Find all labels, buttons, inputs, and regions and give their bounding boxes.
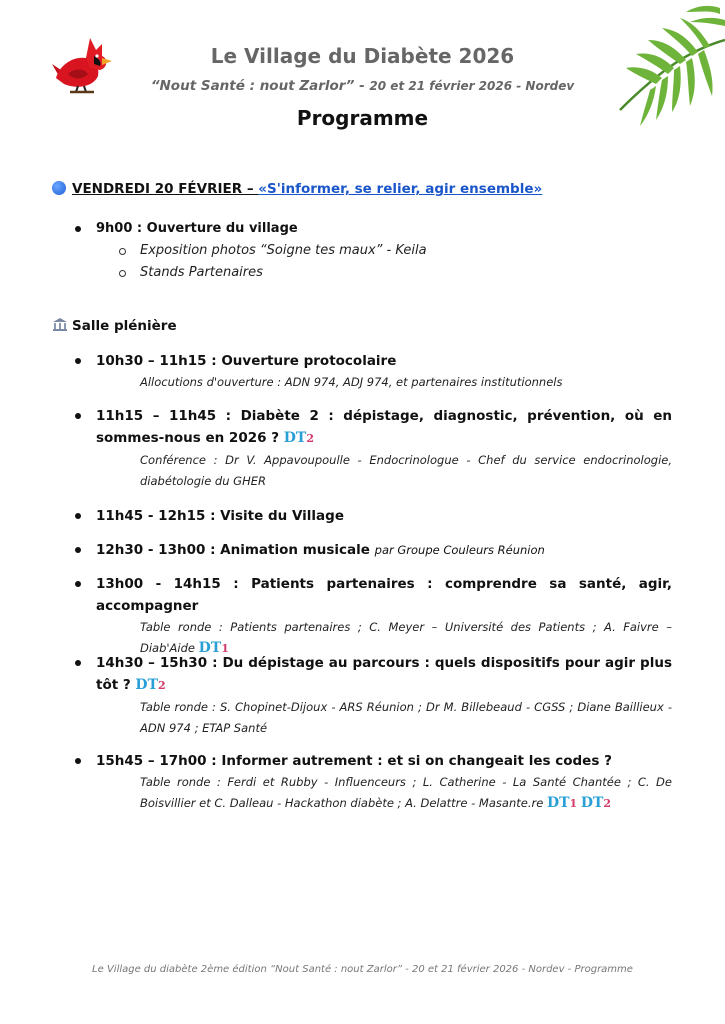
item-detail: Table ronde : Ferdi et Rubby - Influenceurs ; L. Catherine - La Santé Chantée ; C. De Boisvillier et C. Dalleau - Hackathon diabète ; A. Delattre - Masante.re DT1 DT2: [140, 775, 672, 811]
dt1-tag: DT1: [198, 640, 229, 656]
programme-item: [74, 505, 672, 527]
programme-item: [74, 652, 672, 739]
dt2-tag: DT2: [283, 430, 314, 446]
dt2-tag: DT2: [580, 795, 612, 811]
programme-item: [74, 350, 672, 393]
salle-heading: [52, 318, 177, 334]
event-subtitle: [0, 78, 725, 94]
item-heading: 11h15 – 11h45 : Diabète 2 : dépistage, diagnostic, prévention, où en sommes-nous en 2026 ? DT2: [74, 405, 672, 450]
salle-label: Salle plénière: [72, 318, 177, 334]
item-detail: Table ronde : S. Chopinet-Dijoux - ARS Réunion ; Dr M. Billebeaud - CGSS ; Diane Baillieux - ADN 974 ; ETAP Santé: [140, 700, 672, 735]
document-header: [0, 44, 725, 130]
dt1-tag: DT1: [546, 795, 578, 811]
item-detail: Conférence : Dr V. Appavoupoulle - Endocrinologue - Chef du service endocrinologie, diabétologie du GHER: [140, 453, 672, 488]
programme-item: [74, 539, 672, 561]
item-heading: 13h00 - 14h15 : Patients partenaires : comprendre sa santé, agir, accompagner: [74, 573, 672, 617]
event-title: Le Village du Diabète 2026: [210, 44, 515, 68]
opening-block: [74, 218, 427, 284]
item-heading: 14h30 – 15h30 : Du dépistage au parcours : quels dispositifs pour agir plus tôt ? DT2: [74, 652, 672, 697]
item-heading: 15h45 – 17h00 : Informer autrement : et si on changeait les codes ?: [74, 750, 672, 772]
day-label: VENDREDI 20 FÉVRIER –: [72, 181, 259, 197]
programme-item: [74, 405, 672, 492]
item-heading: 12h30 - 13h00 : Animation musicale par Groupe Couleurs Réunion: [74, 539, 672, 561]
subtitle-dates: 20 et 21 février 2026 - Nordev: [369, 79, 575, 93]
classical-building-icon: [52, 318, 68, 332]
item-heading: 11h45 - 12h15 : Visite du Village: [74, 505, 672, 527]
subtitle-quote: “Nout Santé : nout Zarlor” -: [150, 78, 370, 94]
opening-sub-item: Stands Partenaires: [74, 262, 427, 284]
page-footer: Le Village du diabète 2ème édition “Nout Santé : nout Zarlor” - 20 et 21 février 2026 - Nordev - Programme: [92, 964, 633, 975]
day-heading: [52, 181, 542, 197]
programme-item: [74, 573, 672, 659]
item-by: par Groupe Couleurs Réunion: [374, 543, 545, 557]
item-detail: Allocutions d'ouverture : ADN 974, ADJ 974, et partenaires institutionnels: [140, 375, 563, 389]
programme-item: [74, 750, 672, 814]
programme-heading: Programme: [296, 106, 429, 130]
opening-item: 9h00 : Ouverture du village: [74, 218, 427, 239]
opening-sub-item: Exposition photos “Soigne tes maux” - Keila: [74, 240, 427, 262]
item-detail: Table ronde : Patients partenaires ; C. Meyer – Université des Patients ; A. Faivre – Diab'Aide DT1: [140, 620, 672, 656]
dt2-tag: DT2: [135, 677, 166, 693]
item-heading: 10h30 – 11h15 : Ouverture protocolaire: [74, 350, 672, 372]
blue-circle-icon: [52, 181, 66, 195]
day-theme-link[interactable]: «S'informer, se relier, agir ensemble»: [258, 181, 543, 197]
